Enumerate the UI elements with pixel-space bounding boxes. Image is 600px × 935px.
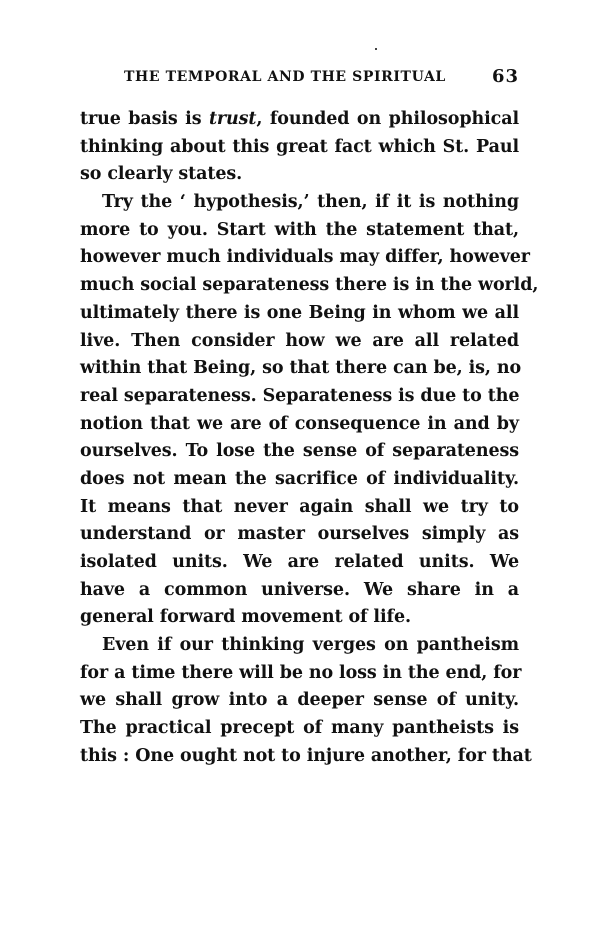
text-span: , founded on philosophical (256, 109, 519, 129)
text-line: notion that we are of consequence in and by (80, 413, 519, 434)
text-line: for a time there will be no loss in the end, for (80, 662, 522, 683)
text-line: this : One ought not to injure another, for that (80, 745, 532, 766)
text-line: live. Then consider how we are all related (80, 330, 519, 351)
text-span: true basis is (80, 109, 209, 129)
page-number: 63 (491, 66, 519, 87)
text-line: thinking about this great fact which St. Paul (80, 136, 519, 157)
text-line: The practical precept of many pantheists is (80, 718, 519, 739)
text-line: ultimately there is one Being in whom we all (80, 302, 519, 323)
text-line: however much individuals may differ, however (80, 247, 530, 268)
text-line: have a common universe. We share in a (80, 579, 519, 600)
text-line: It means that never again shall we try to (80, 496, 519, 517)
text-line: within that Being, so that there can be, is, no (80, 358, 522, 379)
text-line: so clearly states. (80, 164, 243, 185)
text-line: much social separateness there is in the world, (80, 275, 539, 296)
text-line: ourselves. To lose the sense of separateness (80, 441, 519, 462)
text-line: understand or master ourselves simply as (80, 524, 519, 545)
text-line: Even if our thinking verges on pantheism (102, 635, 519, 656)
body-text (80, 106, 539, 771)
text-line: real separateness. Separateness is due to the (80, 385, 520, 406)
scan-speck (375, 48, 377, 50)
text-line: more to you. Start with the statement that, (80, 219, 519, 240)
text-line: Try the ‘ hypothesis,’ then, if it is nothing (102, 192, 519, 213)
text-line: does not mean the sacrifice of individuality. (80, 468, 519, 489)
text-line: isolated units. We are related units. We (80, 552, 519, 572)
emphasis-trust: trust (208, 109, 257, 129)
text-line: we shall grow into a deeper sense of unity. (80, 690, 519, 711)
text-line: general forward movement of life. (80, 607, 411, 628)
running-title: THE TEMPORAL AND THE SPIRITUAL (124, 69, 446, 85)
text-line (80, 106, 519, 134)
running-header (80, 66, 519, 90)
